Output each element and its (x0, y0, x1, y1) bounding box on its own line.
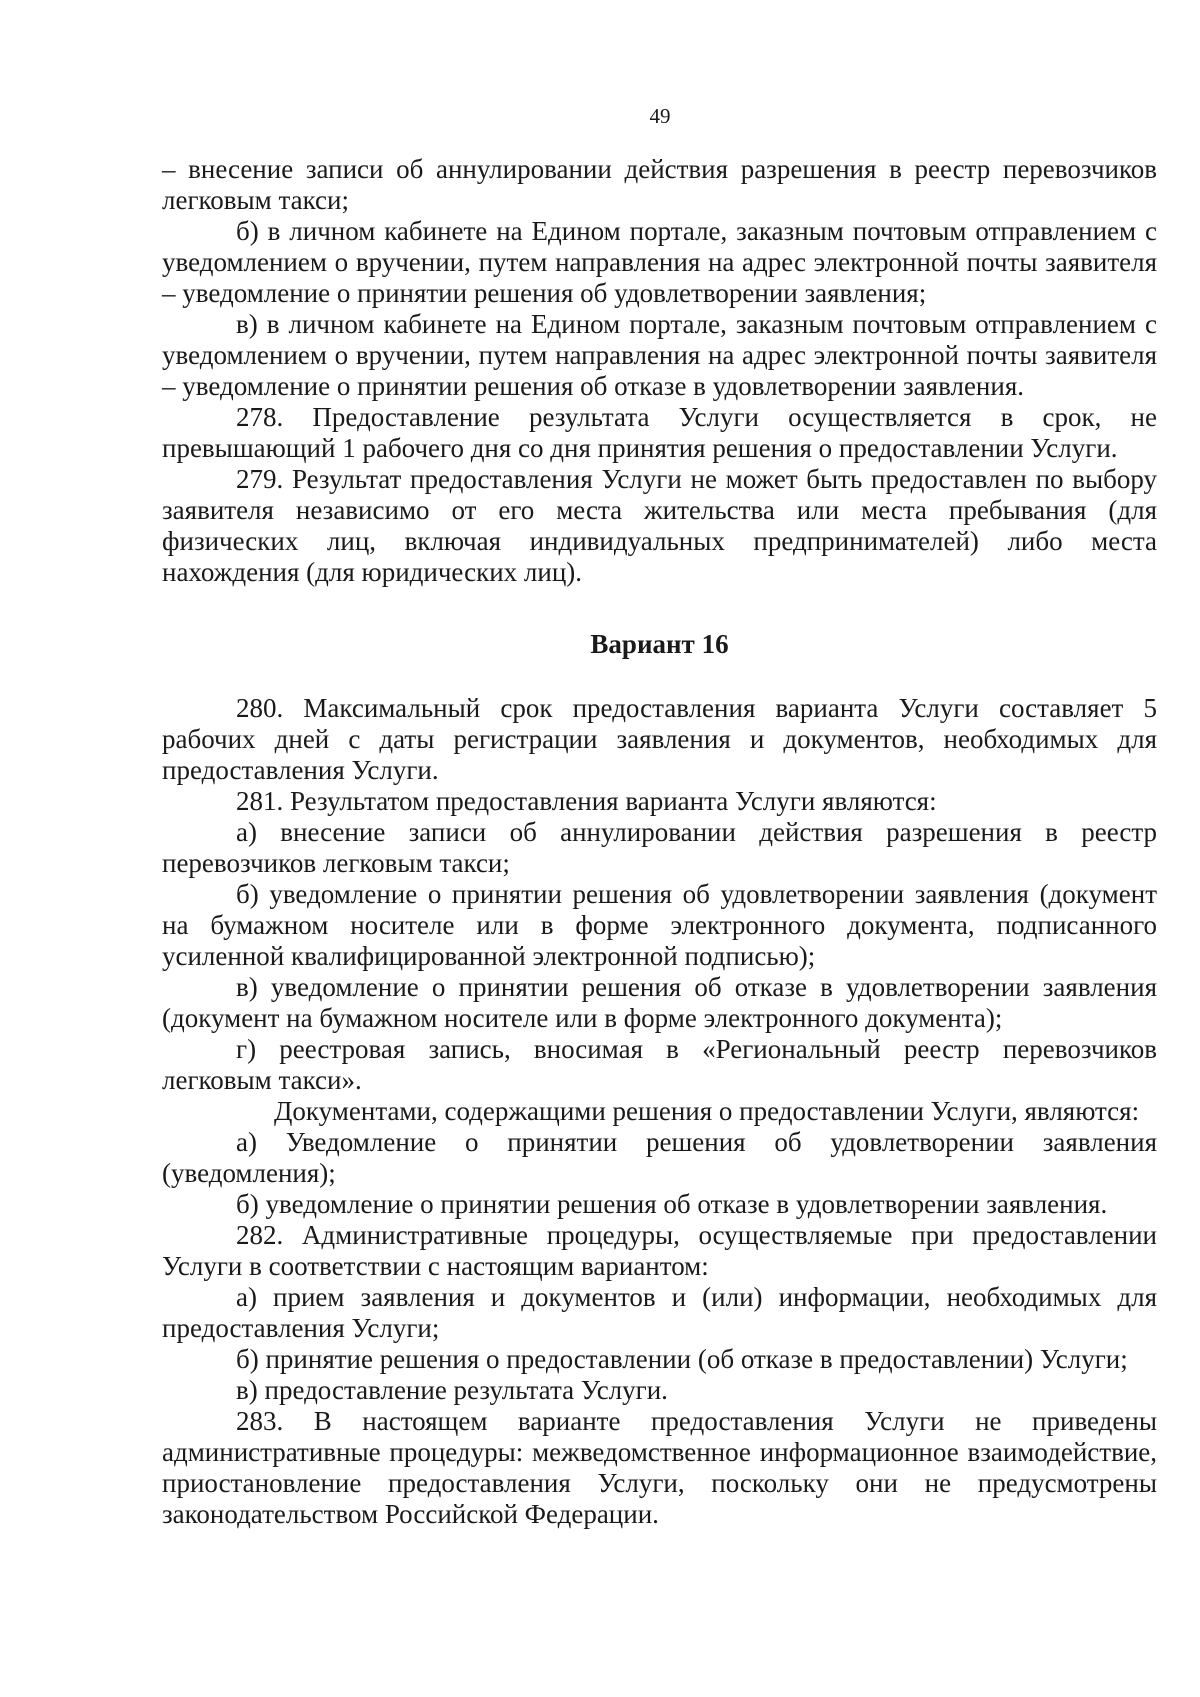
paragraph-281-a: а) внесение записи об аннулировании действия разрешения в реестр перевозчиков легковым такси; (162, 817, 1157, 878)
paragraph-281-b: б) уведомление о принятии решения об удовлетворении заявления (документ на бумажном носителе или в форме электронного документа, подписанного усиленной квалифицированной электронной подписью); (162, 879, 1157, 971)
paragraph-280: 280. Максимальный срок предоставления варианта Услуги составляет 5 рабочих дней с даты регистрации заявления и документов, необходимых для предоставления Услуги. (162, 693, 1157, 785)
paragraph-282: 282. Административные процедуры, осуществляемые при предоставлении Услуги в соответствии с настоящим вариантом: (162, 1220, 1157, 1281)
paragraph-281: 281. Результатом предоставления варианта Услуги являются: (236, 786, 937, 816)
paragraph-282-a: а) прием заявления и документов и (или) информации, необходимых для предоставления Услуги; (162, 1282, 1157, 1343)
section-heading-variant-16: Вариант 16 (590, 629, 729, 659)
paragraph-282-b: б) принятие решения о предоставлении (об отказе в предоставлении) Услуги; (236, 1344, 1128, 1374)
paragraph-281-v: в) уведомление о принятии решения об отказе в удовлетворении заявления (документ на бумажном носителе или в форме электронного документа); (162, 972, 1157, 1033)
paragraph-decision-documents-b: б) уведомление о принятии решения об отказе в удовлетворении заявления. (236, 1189, 1108, 1219)
document-body (162, 154, 1157, 1530)
paragraph-result-item-v: в) в личном кабинете на Едином портале, заказным почтовым отправлением с уведомлением о вручении, путем направления на адрес электронной почты заявителя – уведомление о принятии решения об отказе в удовлетворении заявления. (162, 309, 1157, 401)
page-number: 49 (649, 104, 671, 128)
paragraph-278: 278. Предоставление результата Услуги осуществляется в срок, не превышающий 1 рабочего дня со дня принятия решения о предоставлении Услуги. (162, 402, 1157, 463)
paragraph-283: 283. В настоящем варианте предоставления Услуги не приведены административные процедуры: межведомственное информационное взаимодействие, приостановление предоставления Услуги, поскольку они не предусмотрены законодательством Российской Федерации. (162, 1406, 1157, 1529)
paragraph-result-item-continuation: – внесение записи об аннулировании действия разрешения в реестр перевозчиков легковым такси; (162, 154, 1157, 215)
paragraph-282-v: в) предоставление результата Услуги. (236, 1375, 668, 1405)
paragraph-decision-documents-a: а) Уведомление о принятии решения об удовлетворении заявления (уведомления); (162, 1127, 1157, 1188)
paragraph-281-g: г) реестровая запись, вносимая в «Региональный реестр перевозчиков легковым такси». (162, 1034, 1157, 1095)
paragraph-279: 279. Результат предоставления Услуги не может быть предоставлен по выбору заявителя независимо от его места жительства или места пребывания (для физических лиц, включая индивидуальных предпринимателей) либо места нахождения (для юридических лиц). (162, 464, 1157, 587)
paragraph-decision-documents: Документами, содержащими решения о предоставлении Услуги, являются: (274, 1096, 1140, 1126)
paragraph-result-item-b: б) в личном кабинете на Едином портале, заказным почтовым отправлением с уведомлением о вручении, путем направления на адрес электронной почты заявителя – уведомление о принятии решения об удовлетворении заявления; (162, 216, 1157, 308)
